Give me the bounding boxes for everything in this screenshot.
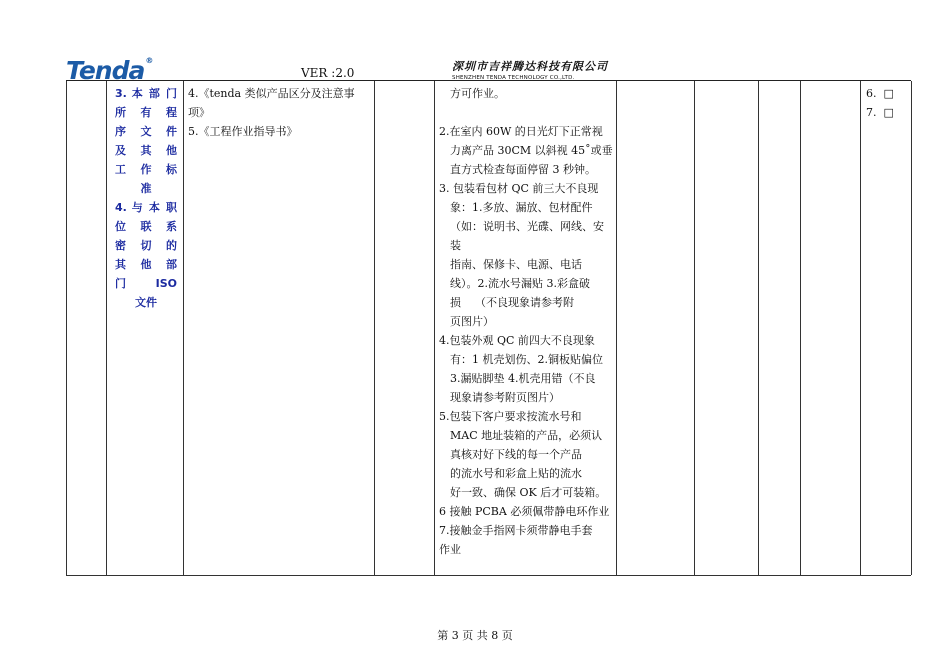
step-line: 直方式检查每面停留 3 秒钟。 [450,163,596,176]
step-line: （如：说明书、光碟、网线、安装 [450,220,604,252]
scope-line: 文件 [135,296,157,309]
scope-line: 准 [140,182,152,195]
step-line [439,103,613,122]
doc-line: 5.《工程作业指导书》 [188,125,298,138]
table-col-divider [860,81,861,575]
header-rule [66,80,911,81]
table-col-divider [758,81,759,575]
step-line: 6 接触 PCBA 必须佩带静电环作业 [439,505,610,518]
scope-line: 3. 本 部 门 [115,87,177,100]
table-col-divider [800,81,801,575]
company-name-en: SHENZHEN TENDA TECHNOLOGY CO.,LTD. [452,75,575,81]
step-line: 线）。2.流水号漏贴 3.彩盒破 [450,277,590,290]
table-col-divider [106,81,107,575]
step-line: 5.包装下客户要求按流水号和 [439,410,582,423]
procedure-steps-cell [439,84,613,559]
table-border-right [911,81,912,575]
step-line: 有：1 机壳划伤、2.铜板贴偏位 [450,353,603,366]
step-line: 作业 [439,543,461,556]
checkbox-item[interactable]: 7. □ [866,106,894,119]
version-label: VER :2.0 [301,66,355,80]
step-line: 3. 包装看包材 QC 前三大不良现 [439,182,599,195]
step-line: 2.在室内 60W 的日光灯下正常视 [439,125,603,138]
table-col-divider [694,81,695,575]
step-line: 3.漏贴脚垫 4.机壳用错（不良 [450,372,596,385]
table-col-divider [616,81,617,575]
page-number: 第 3 页 共 8 页 [437,629,513,642]
step-line: 好一致、确保 OK 后才可装箱。 [450,486,607,499]
step-line: 方可作业。 [450,87,505,100]
scope-line: 序 文 件 [115,125,177,138]
table-col-divider [183,81,184,575]
company-name [452,58,608,81]
table-border-left [66,81,67,575]
company-name-cn: 深圳市吉祥腾达科技有限公司 [452,60,608,73]
scope-line: 密 切 的 [115,239,177,252]
scope-line: 其 他 部 [115,258,177,271]
step-line: 损 （不良现象请参考附 [450,296,574,309]
scope-line: 工 作 标 [115,163,177,176]
step-line: 现象请参考附页图片） [450,391,560,404]
table-col-divider [374,81,375,575]
doc-line: 4.《tenda 类似产品区分及注意事 [188,87,355,100]
scope-line: 位 联 系 [115,220,177,233]
step-line: 力离产品 30CM 以斜视 45˚或垂 [450,144,613,157]
checklist-cell [866,84,910,122]
doc-line: 项》 [188,106,210,119]
company-logo: Tenda® [66,56,153,85]
scope-line: 所 有 程 [115,106,177,119]
step-line: 真核对好下线的每一个产品 [450,448,582,461]
scope-line: 及 其 他 [115,144,177,157]
step-line: MAC 地址装箱的产品，必须认 [450,429,603,442]
scope-line: 门 ISO [115,277,177,290]
scope-cell [115,84,177,312]
step-line: 指南、保修卡、电源、电话 [450,258,582,271]
table-border-bottom [66,575,911,576]
step-line: 7.接触金手指网卡须带静电手套 [439,524,593,537]
checkbox-item[interactable]: 6. □ [866,87,894,100]
step-line: 的流水号和彩盒上贴的流水 [450,467,582,480]
step-line: 4.包装外观 QC 前四大不良现象 [439,334,595,347]
scope-line: 4. 与 本 职 [115,201,177,214]
step-line: 象：1.多放、漏放、包材配件 [450,201,593,214]
table-col-divider [434,81,435,575]
reference-docs-cell [188,84,374,141]
step-line: 页图片） [450,315,494,328]
